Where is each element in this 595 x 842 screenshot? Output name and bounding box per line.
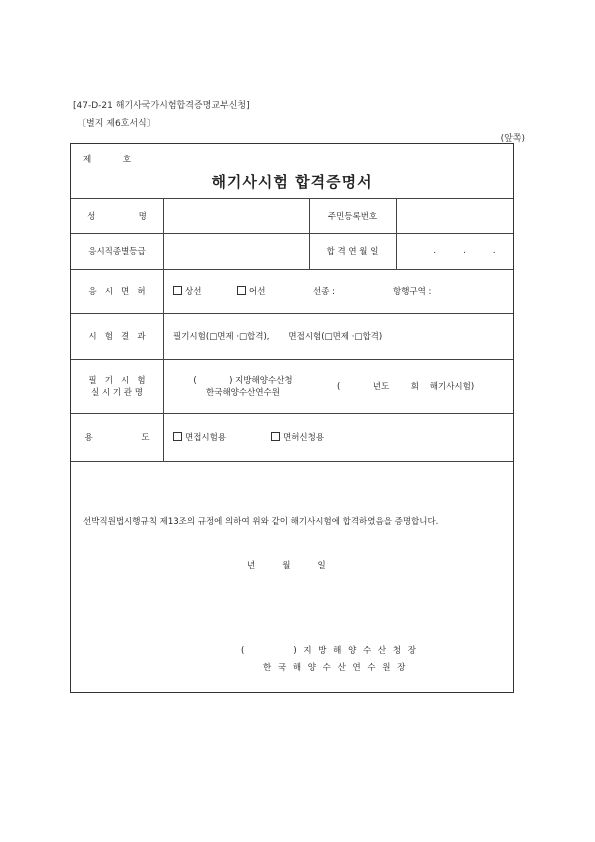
license-option-fishing-label: 어선: [249, 287, 266, 297]
exam-org-row: [71, 359, 513, 414]
purpose-option-interview[interactable]: [173, 431, 226, 443]
purpose-label: 용 도: [84, 433, 150, 443]
purpose-option-license[interactable]: [271, 431, 324, 443]
pass-date-field[interactable]: . . .: [433, 246, 496, 256]
title-section: [71, 144, 513, 199]
license-option-merchant[interactable]: [173, 285, 201, 297]
exam-org-label-line1: 필 기 시 험: [88, 376, 146, 386]
id-number-field[interactable]: [396, 198, 513, 233]
doc-no-suffix: 호: [122, 155, 131, 165]
purpose-row: [71, 413, 513, 462]
license-option-fishing[interactable]: [237, 285, 265, 297]
license-label: 응 시 면 허: [88, 287, 146, 297]
issuer-training-institute: 한 국 해 양 수 산 연 수 원 장: [263, 663, 408, 673]
result-value: 필기시험(□면제 ·□합격), 면접시험(□면제 ·□합격): [173, 332, 383, 342]
exam-org-value-line1: ( ) 지방해양수산청: [193, 376, 293, 386]
exam-org-value: [163, 359, 323, 413]
result-row: [71, 313, 513, 360]
checkbox-icon[interactable]: [173, 432, 182, 441]
issue-date: 년 월 일: [247, 561, 326, 571]
pass-date-label: 합 격 연 월 일: [326, 247, 379, 257]
front-mark: (앞쪽): [500, 134, 525, 144]
form-number: 〔별지 제6호서식〕: [77, 119, 156, 129]
result-label: 시 험 결 과: [88, 332, 146, 342]
grade-field[interactable]: [163, 233, 309, 269]
document-title: 해기사시험 합격증명서: [211, 173, 373, 191]
certificate-form: [70, 143, 514, 693]
license-row: [71, 269, 513, 314]
purpose-option-license-label: 면허신청용: [283, 433, 325, 443]
name-row: [71, 198, 513, 234]
grade-row: [71, 233, 513, 270]
doc-no-prefix: 제: [83, 155, 92, 165]
navigation-area-label: 항행구역 :: [393, 287, 432, 297]
document-number-label: [83, 153, 131, 165]
id-number-label: 주민등록번호: [327, 211, 378, 222]
checkbox-icon[interactable]: [237, 286, 246, 295]
name-label: 성 명: [87, 211, 147, 222]
name-field[interactable]: [163, 198, 309, 233]
purpose-field: [163, 413, 513, 461]
license-option-merchant-label: 상선: [185, 287, 202, 297]
exam-year-value: ( 년도 회 해기사시험): [337, 382, 475, 392]
form-code: [47-D-21 해기사국가시험합격증명교부신청]: [73, 101, 250, 111]
grade-label: 응시직종별등급: [88, 247, 146, 257]
certification-statement: 선박직원법시행규칙 제13조의 규정에 의하여 위와 같이 해기사시험에 합격하였음을 증명합니다.: [83, 517, 439, 527]
license-field: [163, 269, 513, 313]
exam-org-label: [71, 359, 163, 413]
issuer-regional-office: ( ) 지 방 해 양 수 산 청 장: [241, 646, 418, 656]
checkbox-icon[interactable]: [173, 286, 182, 295]
exam-org-value-line2: 한국해양수산연수원: [206, 388, 280, 398]
exam-org-label-line2: 실 시 기 관 명: [91, 388, 143, 398]
ship-type-label: 선종 :: [313, 287, 335, 297]
purpose-option-interview-label: 면접시험용: [185, 433, 227, 443]
checkbox-icon[interactable]: [271, 432, 280, 441]
